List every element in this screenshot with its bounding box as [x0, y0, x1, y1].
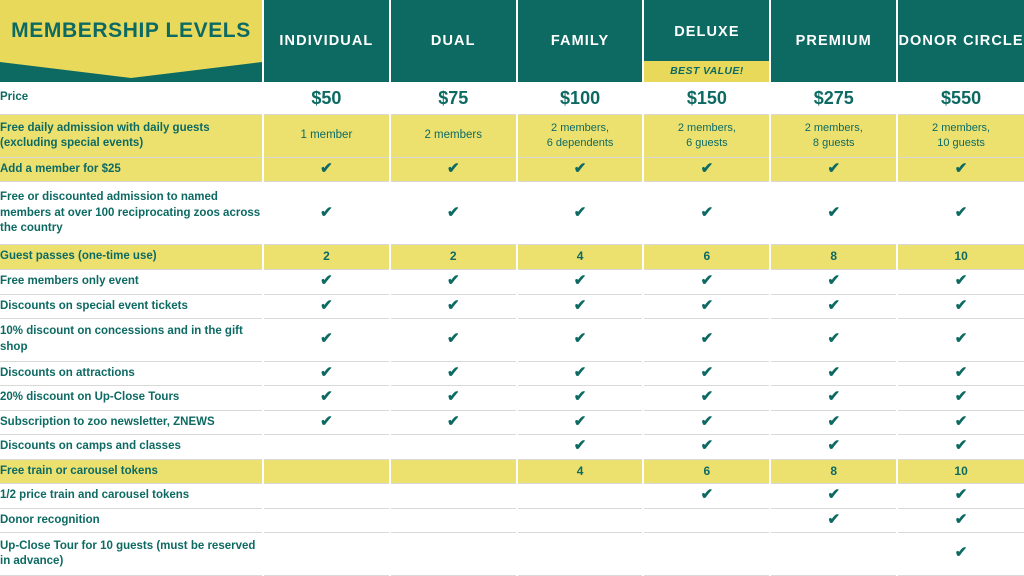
feature-label: Discounts on camps and classes — [0, 435, 263, 460]
empty-cell — [263, 484, 390, 509]
price-value — [897, 82, 1024, 115]
check-glyph: ✔ — [700, 486, 714, 504]
cell-text: 4 — [576, 249, 584, 264]
table-row — [0, 435, 1024, 460]
column-header-label: DUAL — [430, 33, 476, 49]
check-icon — [643, 269, 770, 294]
check-glyph: ✔ — [954, 296, 968, 314]
check-icon — [770, 182, 897, 245]
check-glyph: ✔ — [700, 159, 714, 177]
table-row — [0, 319, 1024, 361]
table-row — [0, 245, 1024, 270]
table-row — [0, 484, 1024, 509]
empty-cell — [517, 508, 644, 533]
check-glyph: ✔ — [700, 203, 714, 221]
check-icon — [517, 182, 644, 245]
empty-cell — [770, 533, 897, 576]
check-icon — [263, 269, 390, 294]
cell-text: $550 — [941, 88, 982, 109]
cell-text: 2 — [449, 249, 457, 264]
check-glyph: ✔ — [700, 388, 714, 406]
count-value — [517, 245, 644, 270]
check-icon — [897, 508, 1024, 533]
check-glyph: ✔ — [700, 296, 714, 314]
page-title: MEMBERSHIP LEVELS — [11, 19, 251, 42]
check-icon — [263, 182, 390, 245]
check-glyph: ✔ — [320, 272, 333, 289]
feature-label: Add a member for $25 — [0, 157, 263, 182]
cell-text: 10 — [954, 249, 968, 264]
text-value — [770, 115, 897, 157]
check-icon — [770, 410, 897, 435]
check-icon — [897, 484, 1024, 509]
count-value — [770, 459, 897, 484]
check-glyph: ✔ — [573, 330, 587, 348]
column-header-label: PREMIUM — [795, 33, 872, 49]
check-glyph: ✔ — [827, 437, 841, 455]
check-glyph: ✔ — [573, 159, 587, 177]
empty-cell — [643, 508, 770, 533]
price-value — [517, 82, 644, 115]
check-glyph: ✔ — [320, 330, 333, 348]
column-header-deluxe — [643, 0, 770, 82]
cell-text: 1 member — [300, 129, 353, 142]
cell-text: 2 members, 6 dependents — [546, 121, 614, 150]
check-glyph: ✔ — [827, 330, 841, 348]
check-glyph: ✔ — [573, 412, 587, 430]
check-glyph: ✔ — [700, 272, 714, 289]
check-icon — [643, 484, 770, 509]
table-row — [0, 269, 1024, 294]
check-glyph: ✔ — [954, 203, 968, 221]
check-glyph: ✔ — [573, 203, 587, 221]
check-glyph: ✔ — [954, 412, 968, 430]
check-glyph: ✔ — [954, 510, 968, 528]
text-value — [390, 115, 517, 157]
column-header-label: DONOR CIRCLE — [898, 33, 1024, 49]
check-glyph: ✔ — [827, 412, 841, 430]
feature-label: Subscription to zoo newsletter, ZNEWS — [0, 410, 263, 435]
feature-label: 20% discount on Up-Close Tours — [0, 386, 263, 411]
check-icon — [263, 157, 390, 182]
check-icon — [643, 361, 770, 386]
cell-text: $100 — [560, 88, 601, 109]
check-icon — [643, 319, 770, 361]
feature-label: Free train or carousel tokens — [0, 459, 263, 484]
cell-text: $150 — [686, 88, 727, 109]
check-glyph: ✔ — [954, 159, 968, 177]
price-value — [390, 82, 517, 115]
check-icon — [897, 182, 1024, 245]
check-icon — [517, 410, 644, 435]
check-icon — [770, 435, 897, 460]
table-header — [0, 0, 1024, 82]
check-icon — [897, 410, 1024, 435]
text-value — [897, 115, 1024, 157]
check-glyph: ✔ — [573, 388, 587, 406]
table-row — [0, 157, 1024, 182]
check-icon — [770, 157, 897, 182]
check-glyph: ✔ — [700, 437, 714, 455]
feature-label: Free members only event — [0, 269, 263, 294]
empty-cell — [263, 459, 390, 484]
table-row — [0, 410, 1024, 435]
feature-label: Guest passes (one-time use) — [0, 245, 263, 270]
check-icon — [390, 269, 517, 294]
feature-label: 10% discount on concessions and in the gift shop — [0, 319, 263, 361]
check-glyph: ✔ — [954, 437, 968, 455]
count-value — [897, 245, 1024, 270]
check-icon — [390, 294, 517, 319]
feature-label: Price — [0, 82, 263, 115]
check-icon — [770, 386, 897, 411]
check-icon — [897, 269, 1024, 294]
check-glyph: ✔ — [320, 388, 333, 406]
check-glyph: ✔ — [320, 363, 333, 381]
check-glyph: ✔ — [446, 159, 460, 177]
feature-label: Discounts on special event tickets — [0, 294, 263, 319]
check-icon — [770, 269, 897, 294]
price-value — [643, 82, 770, 115]
count-value — [263, 245, 390, 270]
column-header-label: INDIVIDUAL — [279, 33, 374, 49]
check-icon — [517, 294, 644, 319]
empty-cell — [643, 533, 770, 576]
table-body — [0, 82, 1024, 576]
check-glyph: ✔ — [446, 296, 460, 314]
check-icon — [897, 319, 1024, 361]
cell-text: 4 — [576, 463, 584, 478]
check-icon — [263, 319, 390, 361]
text-value — [517, 115, 644, 157]
check-icon — [643, 435, 770, 460]
empty-cell — [390, 533, 517, 576]
table-row — [0, 508, 1024, 533]
count-value — [643, 245, 770, 270]
table-row — [0, 459, 1024, 484]
check-icon — [897, 386, 1024, 411]
check-glyph: ✔ — [700, 330, 714, 348]
check-glyph: ✔ — [827, 388, 841, 406]
count-value — [643, 459, 770, 484]
check-glyph: ✔ — [827, 510, 841, 528]
check-glyph: ✔ — [954, 544, 968, 562]
check-icon — [263, 386, 390, 411]
text-value — [263, 115, 390, 157]
check-glyph: ✔ — [827, 486, 841, 504]
check-icon — [390, 410, 517, 435]
cell-text: 8 — [830, 463, 838, 478]
check-icon — [517, 319, 644, 361]
table-row — [0, 361, 1024, 386]
empty-cell — [517, 533, 644, 576]
check-icon — [643, 410, 770, 435]
check-glyph: ✔ — [954, 272, 968, 289]
check-icon — [390, 386, 517, 411]
check-glyph: ✔ — [954, 486, 968, 504]
check-icon — [390, 182, 517, 245]
check-icon — [770, 361, 897, 386]
table-row — [0, 82, 1024, 115]
text-value — [643, 115, 770, 157]
column-header-donor-circle — [897, 0, 1024, 82]
check-glyph: ✔ — [446, 388, 460, 406]
column-header-individual — [263, 0, 390, 82]
check-glyph: ✔ — [954, 388, 968, 406]
cell-text: $75 — [438, 88, 469, 109]
check-glyph: ✔ — [700, 363, 714, 381]
check-icon — [770, 319, 897, 361]
cell-text: 2 members, 6 guests — [677, 121, 736, 150]
check-glyph: ✔ — [700, 412, 714, 430]
cell-text: 6 — [703, 249, 711, 264]
feature-label: 1/2 price train and carousel tokens — [0, 484, 263, 509]
empty-cell — [263, 435, 390, 460]
table-row — [0, 294, 1024, 319]
count-value — [390, 245, 517, 270]
check-glyph: ✔ — [573, 363, 587, 381]
check-icon — [770, 508, 897, 533]
check-icon — [897, 435, 1024, 460]
check-icon — [897, 533, 1024, 576]
check-icon — [643, 386, 770, 411]
check-icon — [643, 157, 770, 182]
count-value — [770, 245, 897, 270]
check-glyph: ✔ — [573, 296, 587, 314]
check-icon — [770, 484, 897, 509]
table-title-cell — [0, 0, 263, 82]
check-icon — [390, 319, 517, 361]
cell-text: 10 — [954, 463, 968, 478]
check-icon — [897, 294, 1024, 319]
check-glyph: ✔ — [827, 296, 841, 314]
empty-cell — [263, 533, 390, 576]
check-glyph: ✔ — [446, 330, 460, 348]
count-value — [897, 459, 1024, 484]
cell-text: $275 — [813, 88, 854, 109]
best-value-badge: BEST VALUE! — [644, 61, 769, 82]
check-icon — [643, 182, 770, 245]
check-glyph: ✔ — [573, 272, 587, 289]
empty-cell — [263, 508, 390, 533]
empty-cell — [390, 484, 517, 509]
price-value — [770, 82, 897, 115]
column-header-premium — [770, 0, 897, 82]
feature-label: Free daily admission with daily guests (excluding special events) — [0, 115, 263, 157]
price-value — [263, 82, 390, 115]
check-icon — [517, 269, 644, 294]
check-icon — [263, 361, 390, 386]
check-icon — [897, 157, 1024, 182]
cell-text: 2 members, 8 guests — [804, 121, 863, 150]
check-glyph: ✔ — [446, 412, 460, 430]
check-glyph: ✔ — [827, 203, 841, 221]
column-header-label: FAMILY — [550, 33, 610, 49]
check-glyph: ✔ — [320, 159, 333, 177]
check-glyph: ✔ — [320, 296, 333, 314]
cell-text: 2 members, 10 guests — [932, 121, 991, 150]
check-icon — [517, 157, 644, 182]
cell-text: 2 — [323, 249, 330, 264]
check-glyph: ✔ — [446, 203, 460, 221]
check-icon — [263, 294, 390, 319]
check-glyph: ✔ — [827, 363, 841, 381]
check-icon — [517, 386, 644, 411]
check-icon — [390, 157, 517, 182]
check-glyph: ✔ — [954, 363, 968, 381]
check-icon — [897, 361, 1024, 386]
table-row — [0, 533, 1024, 576]
empty-cell — [390, 508, 517, 533]
check-glyph: ✔ — [827, 159, 841, 177]
check-icon — [643, 294, 770, 319]
check-glyph: ✔ — [827, 272, 841, 289]
check-glyph: ✔ — [320, 203, 333, 221]
check-icon — [770, 294, 897, 319]
check-glyph: ✔ — [573, 437, 587, 455]
check-icon — [517, 361, 644, 386]
check-icon — [263, 410, 390, 435]
table-row — [0, 182, 1024, 245]
check-glyph: ✔ — [954, 330, 968, 348]
header-row — [0, 0, 1024, 82]
feature-label: Up-Close Tour for 10 guests (must be reserved in advance) — [0, 533, 263, 576]
column-header-family — [517, 0, 644, 82]
cell-text: 6 — [703, 463, 711, 478]
cell-text: 8 — [830, 249, 838, 264]
feature-label: Donor recognition — [0, 508, 263, 533]
table-row — [0, 386, 1024, 411]
column-header-label: DELUXE — [674, 24, 740, 40]
check-glyph: ✔ — [446, 363, 460, 381]
check-icon — [517, 435, 644, 460]
empty-cell — [390, 435, 517, 460]
count-value — [517, 459, 644, 484]
check-icon — [390, 361, 517, 386]
table-row — [0, 115, 1024, 157]
check-glyph: ✔ — [320, 412, 333, 430]
column-header-dual — [390, 0, 517, 82]
empty-cell — [517, 484, 644, 509]
check-glyph: ✔ — [446, 272, 460, 289]
cell-text: 2 members — [424, 129, 482, 142]
cell-text: $50 — [311, 88, 342, 109]
feature-label: Free or discounted admission to named members at over 100 reciprocating zoos across the country — [0, 182, 263, 245]
empty-cell — [390, 459, 517, 484]
feature-label: Discounts on attractions — [0, 361, 263, 386]
